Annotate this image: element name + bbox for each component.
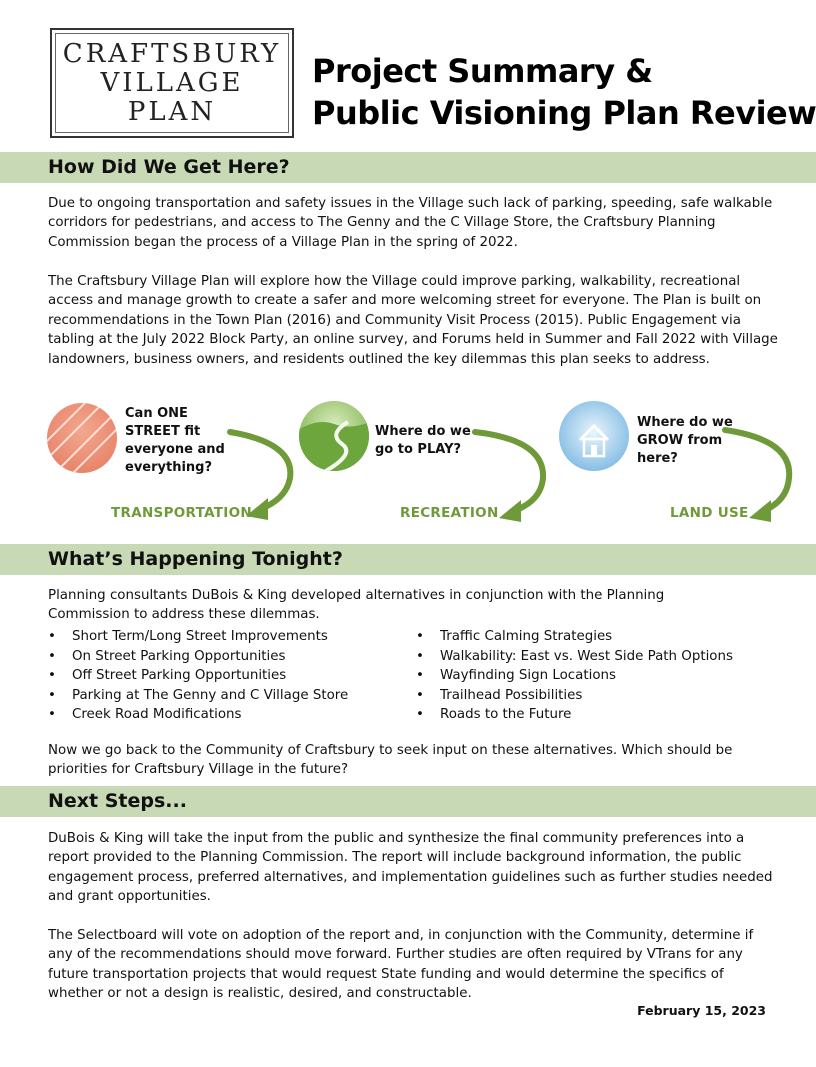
- section1-paragraph-2: The Craftsbury Village Plan will explore how the Village could improve parking, walkability, recreational access and manage growth to create a safer and more welcoming street for everyone. The Plan is built on recommendations in the Town Plan (2016) and Community Visit Process (2015). Public Engagement via tabling at the July 2022 Block Party, an online survey, and Forums held in Summer and Fall 2022 with Village landowners, business owners, and residents outlined the key dilemmas this plan seeks to address.: [48, 274, 778, 367]
- dilemma-question-1: Can ONE STREET fit everyone and everything?: [125, 406, 225, 475]
- section3-paragraph-1: DuBois & King will take the input from the public and synthesize the final community preferences into a report provided to the Planning Commission. The report will include background information, the public engagement process, preferred alternatives, and implementation guidelines such as further studies needed and grant opportunities.: [48, 831, 773, 905]
- alternatives-list-left: [48, 627, 348, 725]
- logo-line-1: CRAFTSBURY: [62, 38, 282, 69]
- section-heading-tonight: What’s Happening Tonight?: [0, 544, 816, 575]
- logo: [50, 28, 294, 138]
- dilemma-label-land-use: LAND USE: [670, 505, 749, 521]
- date: February 15, 2023: [637, 1003, 766, 1018]
- list-item: • Roads to the Future: [416, 707, 572, 723]
- list-item: • Short Term/Long Street Improvements: [48, 629, 328, 644]
- section-heading-how: How Did We Get Here?: [0, 152, 816, 183]
- section1-paragraph-1: Due to ongoing transportation and safety issues in the Village such lack of parking, speeding, safe walkable corridors for pedestrians, and access to The Genny and the C Village Store, the Craftsbury Planning Commission began the process of a Village Plan in the spring of 2022.: [48, 196, 773, 250]
- title-line-1: Project Summary &: [312, 52, 653, 90]
- road-lines-icon: [46, 402, 118, 474]
- alternatives-list-right: [416, 627, 733, 725]
- list-item: • Wayfinding Sign Locations: [416, 668, 616, 684]
- dilemma-label-transportation: TRANSPORTATION: [111, 505, 252, 521]
- dilemma-question-2: Where do we go to PLAY?: [375, 424, 471, 457]
- list-item: • Traffic Calming Strategies: [416, 629, 613, 644]
- section2-intro: Planning consultants DuBois & King developed alternatives in conjunction with the Planning Commission to address these dilemmas.: [48, 588, 665, 623]
- list-item: • Off Street Parking Opportunities: [48, 668, 287, 684]
- section-heading-next-steps: Next Steps...: [0, 786, 816, 817]
- list-item: • Trailhead Possibilities: [416, 687, 583, 703]
- list-item: • Walkability: East vs. West Side Path Options: [416, 648, 733, 664]
- logo-inner: [55, 33, 289, 133]
- list-item: • Creek Road Modifications: [48, 707, 242, 723]
- dilemma-question-3: Where do we GROW from here?: [637, 415, 733, 466]
- house-icon: [558, 400, 630, 472]
- list-item: • On Street Parking Opportunities: [48, 648, 286, 664]
- page-title: [312, 50, 816, 134]
- section3-paragraph-2: The Selectboard will vote on adoption of the report and, in conjunction with the Community, determine if any of the recommendations should move forward. Further studies are often required by VTrans for any future transportation projects that would request State funding and would determine the specifics of whether or not a design is realistic, desired, and constructable.: [48, 928, 754, 1002]
- section2-closing: Now we go back to the Community of Craftsbury to seek input on these alternatives. Which should be priorities for Craftsbury Village in the future?: [48, 743, 733, 778]
- logo-line-3: PLAN: [127, 96, 217, 127]
- logo-line-2: VILLAGE: [100, 67, 244, 98]
- dilemma-label-recreation: RECREATION: [400, 505, 499, 521]
- title-line-2: Public Visioning Plan Review: [312, 94, 816, 132]
- list-item: • Parking at The Genny and C Village Store: [48, 687, 349, 703]
